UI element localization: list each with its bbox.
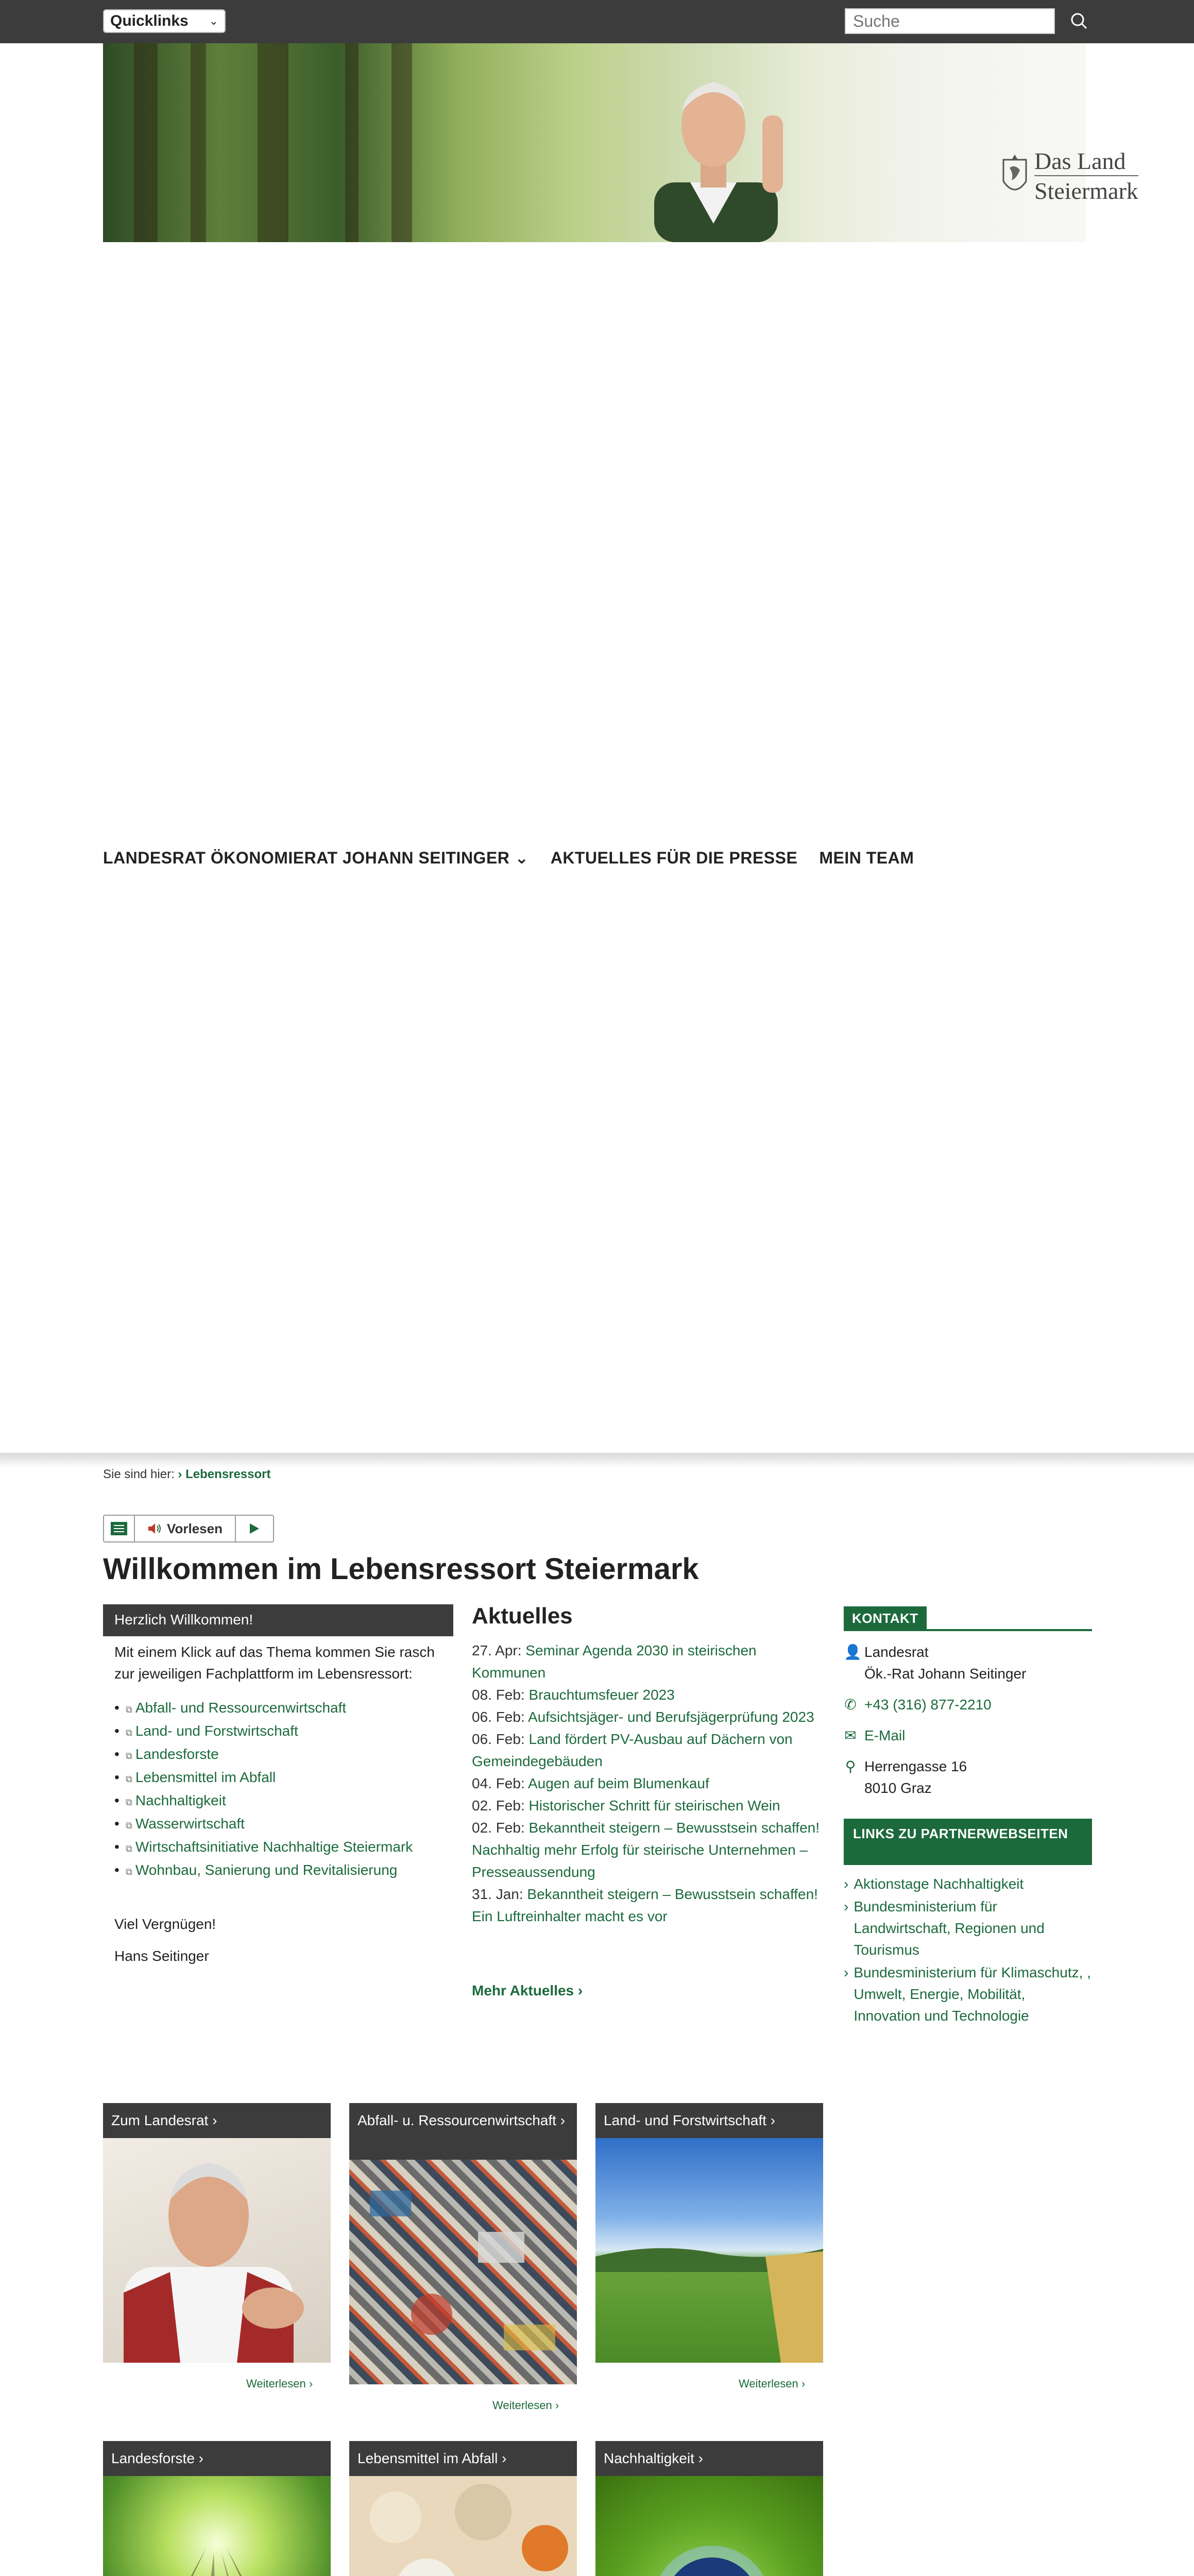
waste-pile <box>349 2160 577 2384</box>
email-icon: ✉ <box>844 1727 857 1743</box>
tree-trunk <box>391 43 412 242</box>
contact-box <box>844 1641 1092 1799</box>
chevron-right-icon: › <box>577 1982 583 1998</box>
breadcrumb-prefix: Sie sind hier: <box>103 1467 175 1481</box>
chevron-right-icon: › <box>844 1964 849 1980</box>
news-item <box>472 1684 822 1706</box>
topic-link-label: Abfall- und Ressourcenwirtschaft <box>135 1700 347 1716</box>
topic-link[interactable] <box>114 1743 444 1767</box>
nav-item-label: AKTUELLES FÜR DIE PRESSE <box>550 848 798 867</box>
tile-title: Nachhaltigkeit <box>604 2450 694 2466</box>
partner-link[interactable] <box>844 1962 1092 2027</box>
landesrat-portrait <box>103 2138 331 2363</box>
news-item <box>472 1728 822 1772</box>
external-link-icon: ⧉ <box>126 1820 132 1831</box>
readspeaker-toolbar <box>103 1515 274 1543</box>
contact-title: Landesrat <box>864 1644 929 1660</box>
news-item <box>472 1794 822 1817</box>
breadcrumb-chevron-icon: › <box>178 1467 186 1481</box>
tile-more-label: Weiterlesen <box>246 2377 306 2390</box>
topic-link[interactable] <box>114 1720 444 1743</box>
news-link[interactable]: Aufsichtsjäger- und Berufsjägerprüfung 2023 <box>527 1709 814 1725</box>
tree-trunk <box>191 43 206 242</box>
welcome-body <box>114 1641 444 1967</box>
nav-item-label: LANDESRAT ÖKONOMIERAT JOHANN SEITINGER <box>103 848 510 867</box>
partner-link-label: Bundesministerium für Klimaschutz, , Umwelt, Energie, Mobilität, Innovation und Technologie <box>854 1964 1091 2024</box>
green-meadow <box>595 2138 823 2363</box>
tile-heading-landesforste[interactable]: Landesforste › <box>103 2441 331 2476</box>
more-news-link[interactable] <box>472 1982 583 1999</box>
welcome-signature: Hans Seitinger <box>114 1948 209 1964</box>
tree-trunk <box>258 43 288 242</box>
land-steiermark-logo[interactable] <box>999 144 1159 213</box>
header-image <box>103 43 1138 242</box>
tile-more-link[interactable]: Weiterlesen › <box>246 2377 313 2390</box>
topic-link-list <box>114 1697 444 1883</box>
tile-heading-land-forst[interactable]: Land- und Forstwirtschaft › <box>595 2103 823 2138</box>
news-item <box>472 1772 822 1794</box>
contact-email-label: E-Mail <box>864 1727 906 1743</box>
tile-more-link[interactable]: Weiterlesen › <box>739 2377 806 2390</box>
top-bar <box>0 0 1194 43</box>
play-button[interactable] <box>236 1516 273 1541</box>
welcome-closing: Viel Vergnügen! <box>114 1916 216 1932</box>
vorlesen-label: Vorlesen <box>167 1520 223 1536</box>
external-link-icon: ⧉ <box>126 1843 132 1854</box>
tile-more-link[interactable]: Weiterlesen › <box>492 2399 559 2412</box>
news-link[interactable]: Bekanntheit steigern – Bewusstsein schaffen! Ein Luftreinhalter macht es vor <box>472 1886 818 1924</box>
tile-title: Zum Landesrat <box>111 2112 209 2128</box>
news-link[interactable]: Augen auf beim Blumenkauf <box>527 1775 709 1791</box>
chevron-down-icon: ⌄ <box>209 14 218 27</box>
nav-item-presse[interactable] <box>551 845 798 871</box>
news-link[interactable]: Land fördert PV-Ausbau auf Dächern von Gemeindegebäuden <box>472 1731 793 1769</box>
quicklinks-label: Quicklinks <box>110 12 189 29</box>
contact-heading-label: KONTAKT <box>844 1606 927 1631</box>
chevron-right-icon: › <box>844 1876 849 1892</box>
external-link-icon: ⧉ <box>126 1727 132 1738</box>
earth-dewdrop-leaf <box>595 2476 823 2576</box>
speaker-icon <box>147 1522 163 1535</box>
section-divider <box>0 1453 1194 1467</box>
phone-icon: ✆ <box>844 1697 857 1713</box>
tile-heading-nachhaltigkeit[interactable]: Nachhaltigkeit › <box>595 2441 823 2476</box>
news-link[interactable]: Seminar Agenda 2030 in steirischen Kommunen <box>472 1642 757 1681</box>
news-date: 27. Apr: <box>472 1642 522 1658</box>
contact-phone-number: +43 (316) 877-2210 <box>864 1697 992 1713</box>
chevron-down-icon: ⌄ <box>515 849 529 867</box>
tile-image-landesforste[interactable] <box>103 2476 331 2576</box>
tile-image-lebensmittel[interactable] <box>349 2476 577 2576</box>
tile-more-label: Weiterlesen <box>492 2399 552 2412</box>
news-item <box>472 1817 822 1883</box>
news-list <box>472 1639 822 1927</box>
nav-item-label: MEIN TEAM <box>819 848 914 867</box>
tile-image-nachhaltigkeit[interactable] <box>595 2476 823 2576</box>
topic-link[interactable] <box>114 1697 444 1720</box>
news-link[interactable]: Historischer Schritt für steirischen Wein <box>528 1798 780 1814</box>
topic-link-label: Land- und Forstwirtschaft <box>135 1723 298 1739</box>
tile-title: Land- und Forstwirtschaft <box>604 2112 766 2128</box>
news-date: 02. Feb: <box>472 1820 525 1836</box>
tile-heading-abfall[interactable]: Abfall- u. Ressourcenwirtschaft › <box>349 2103 577 2160</box>
topic-link-label: Lebensmittel im Abfall <box>135 1769 276 1785</box>
person-icon: 👤 <box>844 1644 862 1660</box>
tree-trunk <box>134 43 158 242</box>
logo-line-2: Steiermark <box>1034 175 1138 205</box>
partner-link-label: Aktionstage Nachhaltigkeit <box>854 1876 1024 1892</box>
contact-phone[interactable] <box>844 1694 1092 1716</box>
tree-trunk <box>345 43 359 242</box>
chevron-right-icon: › <box>844 1899 849 1914</box>
contact-email[interactable] <box>844 1725 1092 1747</box>
tile-title: Lebensmittel im Abfall <box>357 2450 498 2466</box>
topic-link[interactable] <box>114 1790 444 1813</box>
tile-image-land-forst[interactable] <box>595 2138 823 2363</box>
tile-heading-landesrat[interactable]: Zum Landesrat › <box>103 2103 331 2138</box>
forest-canopy <box>103 2476 331 2576</box>
logo-line-1: Das Land <box>1034 148 1126 174</box>
news-date: 06. Feb: <box>472 1731 525 1747</box>
search-icon[interactable] <box>1066 8 1092 34</box>
nav-item-landesrat[interactable] <box>103 845 529 871</box>
topic-link[interactable] <box>114 1836 444 1859</box>
news-date: 08. Feb: <box>472 1687 525 1703</box>
welcome-heading: Herzlich Willkommen! <box>103 1604 453 1636</box>
vorlesen-button[interactable] <box>135 1516 236 1541</box>
contact-heading <box>844 1606 1092 1631</box>
contact-address <box>844 1756 1092 1799</box>
news-date: 04. Feb: <box>472 1775 525 1791</box>
partner-link[interactable] <box>844 1873 1092 1895</box>
crest-icon <box>999 149 1030 201</box>
topic-link[interactable] <box>114 1859 444 1883</box>
landesrat-photo <box>639 54 788 242</box>
reader-menu-button[interactable] <box>104 1516 135 1541</box>
contact-name: Ök.-Rat Johann Seitinger <box>864 1666 1027 1682</box>
external-link-icon: ⧉ <box>126 1774 132 1784</box>
quicklinks-select[interactable] <box>103 9 226 33</box>
topic-link-label: Wasserwirtschaft <box>135 1816 245 1832</box>
external-link-icon: ⧉ <box>126 1797 132 1807</box>
external-link-icon: ⧉ <box>126 1867 132 1877</box>
more-news-label: Mehr Aktuelles <box>472 1982 574 1998</box>
breadcrumb <box>103 1467 271 1482</box>
search-input[interactable] <box>845 8 1055 34</box>
news-date: 06. Feb: <box>472 1709 525 1725</box>
food-scraps <box>349 2476 577 2576</box>
menu-icon <box>111 1522 127 1535</box>
tile-heading-lebensmittel[interactable]: Lebensmittel im Abfall › <box>349 2441 577 2476</box>
topic-link-label: Wohnbau, Sanierung und Revitalisierung <box>135 1862 398 1878</box>
tile-more-label: Weiterlesen <box>739 2377 798 2390</box>
topic-link-label: Nachhaltigkeit <box>135 1792 226 1808</box>
nav-item-team[interactable] <box>819 845 914 871</box>
news-item <box>472 1706 822 1728</box>
partner-links-heading: LINKS ZU PARTNERWEBSEITEN <box>844 1819 1092 1865</box>
play-icon <box>249 1522 260 1535</box>
tile-image-abfall[interactable] <box>349 2160 577 2384</box>
page-title: Willkommen im Lebensressort Steiermark <box>103 1552 699 1586</box>
news-item <box>472 1883 822 1927</box>
contact-person <box>844 1641 1092 1685</box>
topic-link[interactable] <box>114 1813 444 1836</box>
contact-street: Herrengasse 16 <box>864 1758 967 1774</box>
external-link-icon: ⧉ <box>126 1751 132 1761</box>
tile-image-landesrat[interactable] <box>103 2138 331 2363</box>
partner-link-label: Bundesministerium für Landwirtschaft, Regionen und Tourismus <box>854 1899 1045 1958</box>
news-date: 31. Jan: <box>472 1886 523 1902</box>
main-navigation <box>103 845 914 871</box>
news-date: 02. Feb: <box>472 1798 525 1814</box>
tile-title: Abfall- u. Ressourcenwirtschaft <box>357 2112 556 2128</box>
contact-city: 8010 Graz <box>864 1780 932 1796</box>
location-pin-icon: ⚲ <box>845 1758 856 1774</box>
news-heading: Aktuelles <box>472 1603 573 1629</box>
topic-link-label: Wirtschaftsinitiative Nachhaltige Steiermark <box>135 1839 413 1855</box>
partner-links-list <box>844 1873 1092 2028</box>
news-item <box>472 1639 822 1684</box>
tile-title: Landesforste <box>111 2450 195 2466</box>
news-link[interactable]: Brauchtumsfeuer 2023 <box>528 1687 675 1703</box>
topic-link-label: Landesforste <box>135 1746 219 1762</box>
external-link-icon: ⧉ <box>126 1704 132 1715</box>
news-link[interactable]: Bekanntheit steigern – Bewusstsein schaffen! Nachhaltig mehr Erfolg für steirische Unternehmen – Presseaussendung <box>472 1820 820 1880</box>
welcome-intro: Mit einem Klick auf das Thema kommen Sie rasch zur jeweiligen Fachplattform im Lebensressort: <box>114 1644 435 1682</box>
partner-link[interactable] <box>844 1896 1092 1961</box>
topic-link[interactable] <box>114 1767 444 1790</box>
breadcrumb-current[interactable]: Lebensressort <box>185 1467 271 1481</box>
